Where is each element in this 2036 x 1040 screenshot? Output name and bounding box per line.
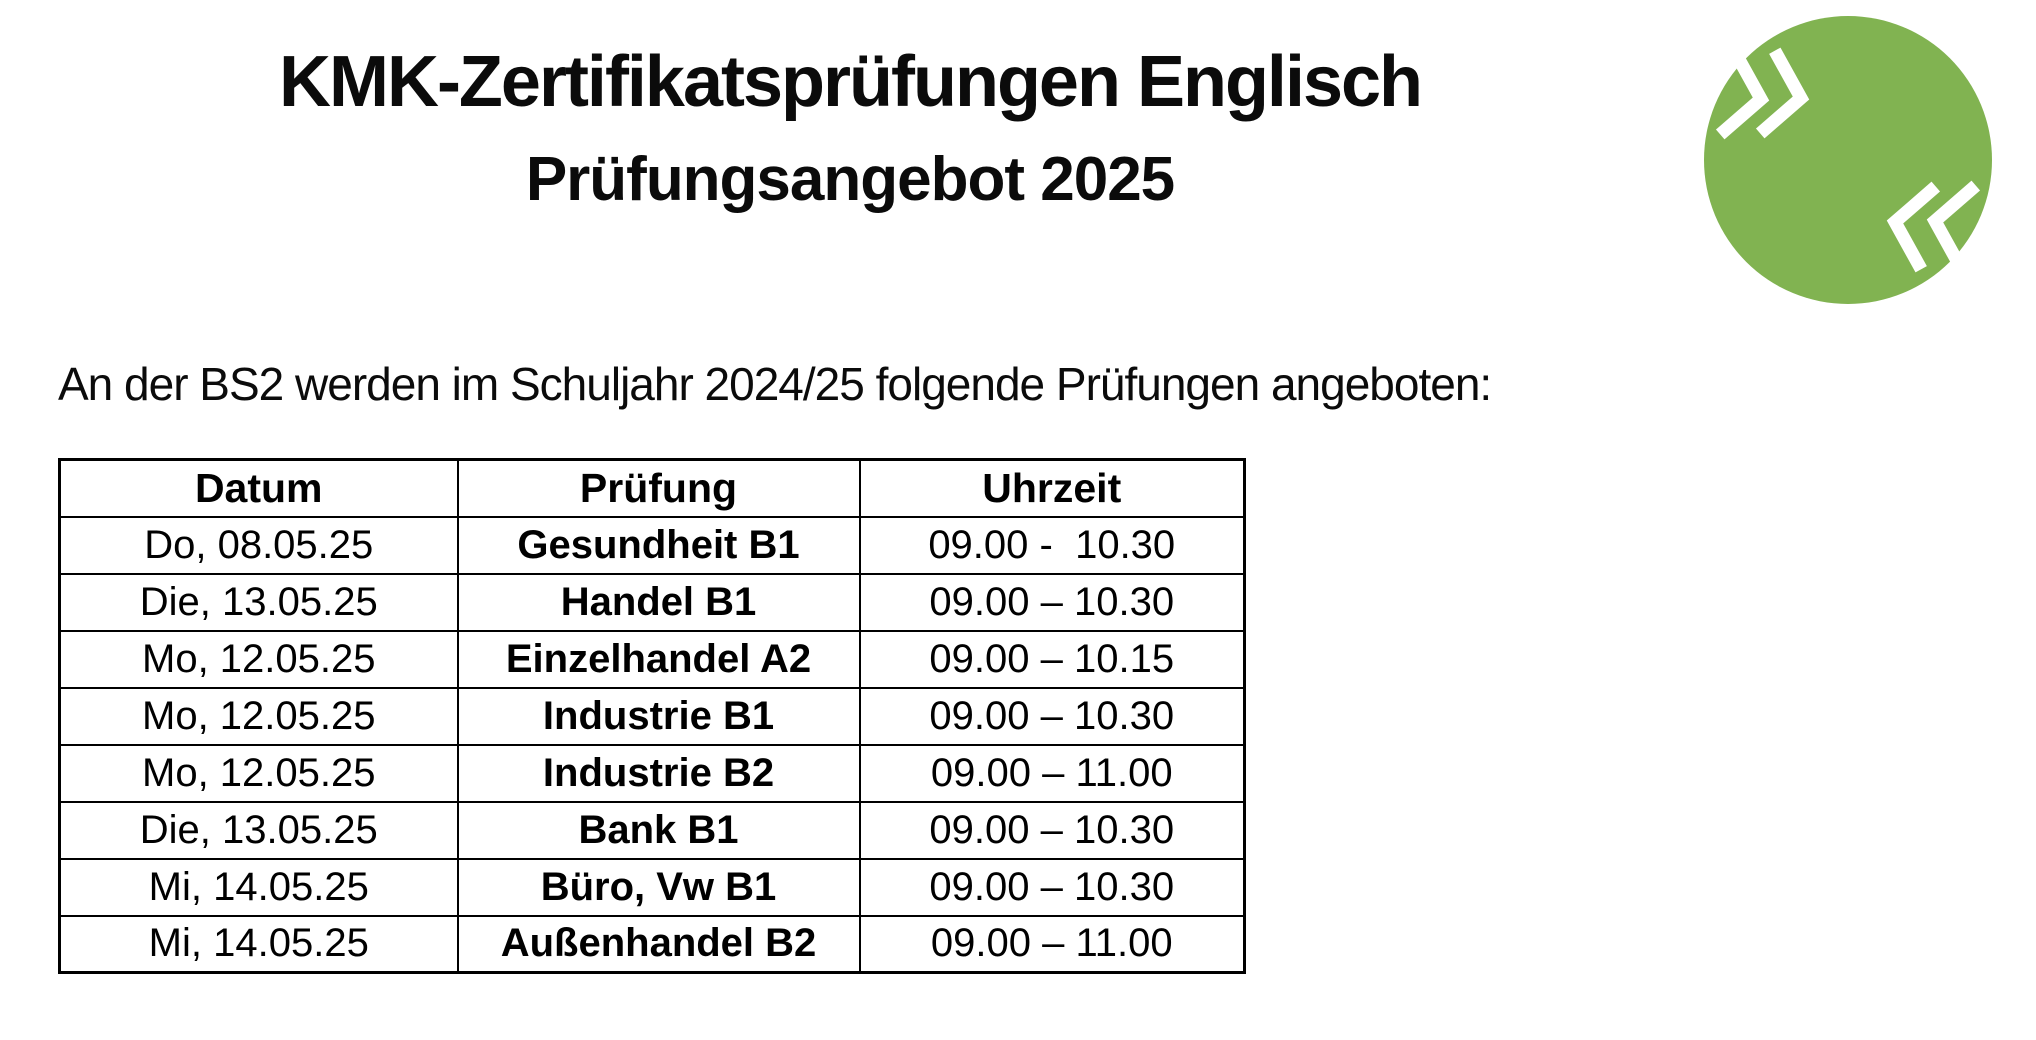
pruefung-cell: Industrie B2 — [458, 745, 860, 802]
table-row — [60, 802, 1245, 859]
pruefung-cell: Bank B1 — [458, 802, 860, 859]
table-row — [60, 574, 1245, 631]
intro-text: An der BS2 werden im Schuljahr 2024/25 folgende Prüfungen angeboten: — [58, 358, 1492, 410]
table-row — [60, 517, 1245, 574]
datum-cell: Mi, 14.05.25 — [60, 916, 458, 973]
uhrzeit-cell: 09.00 – 10.30 — [860, 688, 1245, 745]
uhrzeit-cell: 09.00 – 10.30 — [860, 859, 1245, 916]
uhrzeit-cell: 09.00 – 11.00 — [860, 916, 1245, 973]
table-row — [60, 688, 1245, 745]
page-subtitle: Prüfungsangebot 2025 — [525, 145, 1175, 214]
table-row — [60, 745, 1245, 802]
table-row — [60, 859, 1245, 916]
datum-cell: Die, 13.05.25 — [60, 574, 458, 631]
uhrzeit-cell: 09.00 – 11.00 — [860, 745, 1245, 802]
table-row — [60, 631, 1245, 688]
datum-cell: Mo, 12.05.25 — [60, 745, 458, 802]
pruefung-cell: Gesundheit B1 — [458, 517, 860, 574]
column-header-pruefung: Prüfung — [458, 460, 860, 517]
pruefung-cell: Einzelhandel A2 — [458, 631, 860, 688]
uhrzeit-cell: 09.00 - 10.30 — [860, 517, 1245, 574]
datum-cell: Mo, 12.05.25 — [60, 631, 458, 688]
column-header-datum: Datum — [60, 460, 458, 517]
pruefung-cell: Handel B1 — [458, 574, 860, 631]
page-title: KMK-Zertifikatsprüfungen Englisch — [278, 42, 1422, 122]
pruefung-cell: Außenhandel B2 — [458, 916, 860, 973]
datum-cell: Mi, 14.05.25 — [60, 859, 458, 916]
column-header-uhrzeit: Uhrzeit — [860, 460, 1245, 517]
uhrzeit-cell: 09.00 – 10.15 — [860, 631, 1245, 688]
datum-cell: Do, 08.05.25 — [60, 517, 458, 574]
datum-cell: Mo, 12.05.25 — [60, 688, 458, 745]
uhrzeit-cell: 09.00 – 10.30 — [860, 802, 1245, 859]
uhrzeit-cell: 09.00 – 10.30 — [860, 574, 1245, 631]
table-header-row — [60, 460, 1245, 517]
datum-cell: Die, 13.05.25 — [60, 802, 458, 859]
pruefung-cell: Büro, Vw B1 — [458, 859, 860, 916]
table-row — [60, 916, 1245, 973]
school-logo — [1703, 15, 1993, 305]
pruefung-cell: Industrie B1 — [458, 688, 860, 745]
exam-schedule-table — [58, 458, 1246, 974]
logo-circle — [1704, 16, 1992, 304]
